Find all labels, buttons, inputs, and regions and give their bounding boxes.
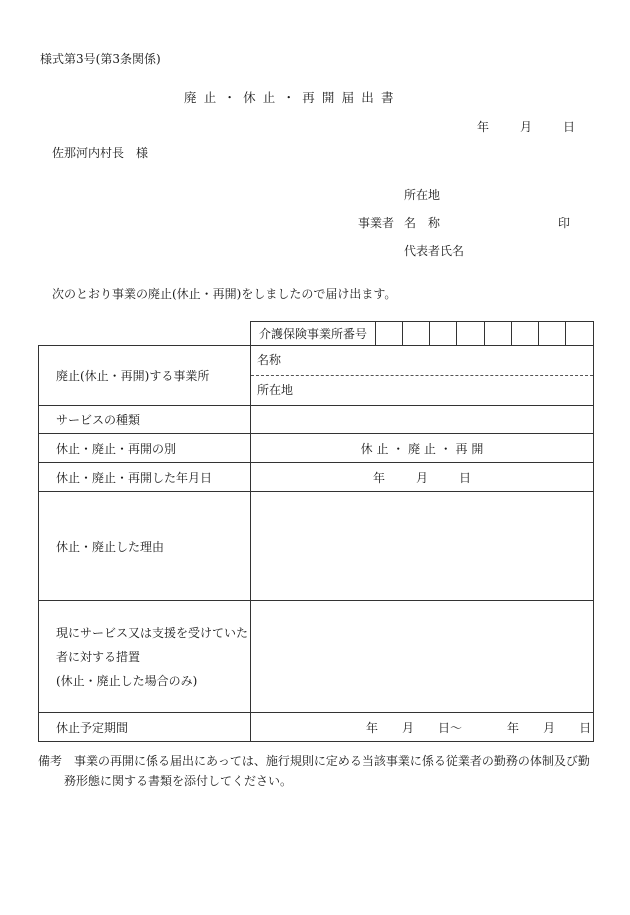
reason-label: 休止・廃止した理由 (39, 492, 251, 601)
applicant-address-label: 所在地 (404, 188, 441, 202)
service-type-row (39, 406, 594, 434)
office-number-digit[interactable] (403, 322, 430, 346)
seal-mark: 印 (558, 216, 571, 230)
year-label: 年 (366, 720, 379, 735)
year-label: 年 (507, 720, 520, 735)
representative-label: 代表者氏名 (404, 244, 465, 258)
form-number: 様式第3号(第3条関係) (40, 52, 161, 66)
office-number-row (39, 322, 594, 346)
month-label: 月 (520, 120, 533, 134)
office-number-digit[interactable] (539, 322, 566, 346)
date-label: 休止・廃止・再開した年月日 (39, 463, 251, 492)
page-title: 廃止・休止・再開届出書 (184, 90, 401, 105)
office-name-field[interactable]: 名称 (251, 346, 593, 376)
year-label: 年 (477, 120, 490, 134)
month-label: 月 (402, 720, 415, 735)
service-type-field[interactable] (251, 406, 594, 434)
notification-table (38, 321, 594, 742)
date-field[interactable] (251, 463, 594, 492)
measures-label (39, 601, 251, 713)
period-field[interactable] (251, 713, 594, 742)
intro-text: 次のとおり事業の廃止(休止・再開)をしましたので届け出ます。 (52, 287, 397, 301)
submission-date (477, 121, 575, 133)
measures-label-line: (休止・廃止した場合のみ) (56, 673, 198, 688)
applicant-business-label: 事業者 (358, 216, 395, 230)
office-label: 廃止(休止・再開)する事業所 (39, 346, 251, 406)
remarks-line: 務形態に関する書類を添付してください。 (64, 774, 293, 788)
day-label: 日 (579, 720, 592, 735)
day-label: 日 (563, 120, 576, 134)
category-row (39, 434, 594, 463)
office-number-digit[interactable] (376, 322, 403, 346)
period-label: 休止予定期間 (39, 713, 251, 742)
applicant-name-label: 名 称 (404, 216, 441, 230)
office-number-label: 介護保険事業所番号 (251, 322, 376, 346)
office-row (39, 346, 594, 406)
month-label: 月 (543, 720, 556, 735)
blank-cell (39, 322, 251, 346)
period-row (39, 713, 594, 742)
measures-row (39, 601, 594, 713)
reason-field[interactable] (251, 492, 594, 601)
date-row (39, 463, 594, 492)
office-number-digit[interactable] (430, 322, 457, 346)
day-label: 日～ (438, 720, 463, 735)
office-number-digit[interactable] (457, 322, 485, 346)
office-number-digit[interactable] (512, 322, 539, 346)
reason-row (39, 492, 594, 601)
category-options[interactable]: 休 止 ・ 廃 止 ・ 再 開 (251, 434, 594, 463)
remarks (38, 751, 598, 791)
office-value-cell (251, 346, 594, 406)
remarks-line: 備考 事業の再開に係る届出にあっては、施行規則に定める当該事業に係る従業者の勤務の体制及び勤 (38, 754, 590, 768)
office-address-field[interactable]: 所在地 (257, 383, 294, 397)
addressee: 佐那河内村長 様 (52, 146, 149, 160)
measures-field[interactable] (251, 601, 594, 713)
office-number-digit[interactable] (566, 322, 594, 346)
month-label: 月 (415, 470, 428, 485)
day-label: 日 (459, 470, 472, 485)
office-number-digit[interactable] (485, 322, 512, 346)
measures-label-line: 者に対する措置 (56, 649, 141, 664)
measures-label-line: 現にサービス又は支援を受けていた (56, 625, 249, 640)
year-label: 年 (372, 470, 385, 485)
category-label: 休止・廃止・再開の別 (39, 434, 251, 463)
service-type-label: サービスの種類 (39, 406, 251, 434)
